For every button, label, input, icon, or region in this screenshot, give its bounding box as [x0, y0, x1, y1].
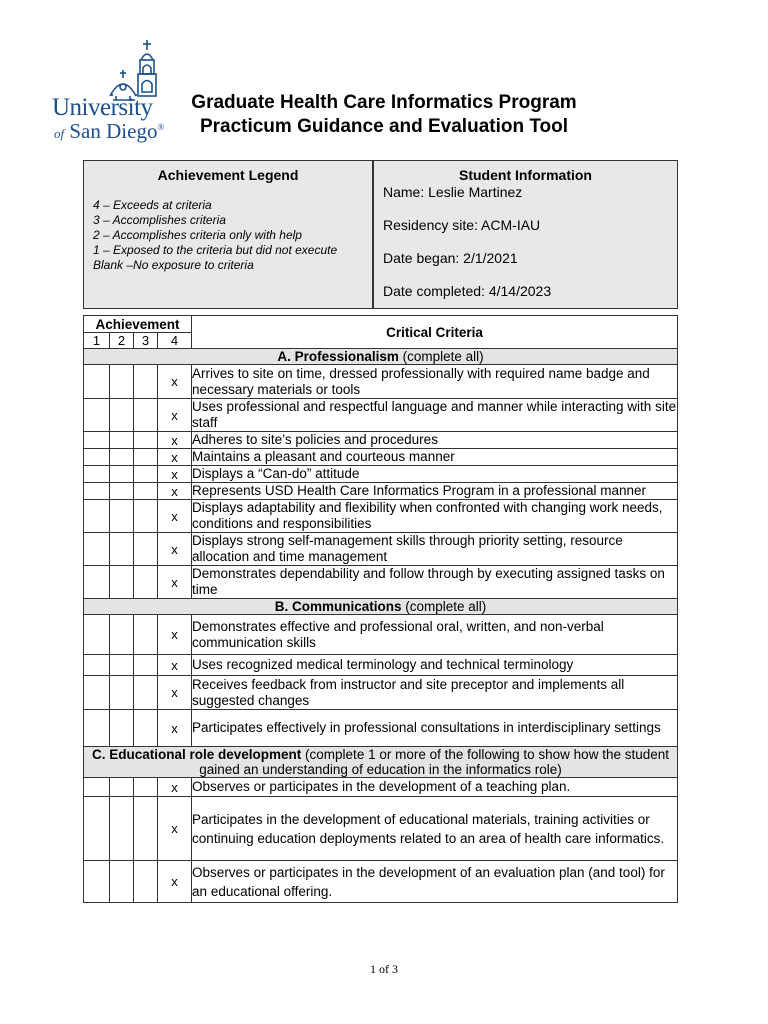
- level-4-header: 4: [158, 333, 192, 349]
- level-4-mark: x: [158, 676, 192, 710]
- table-row: [84, 483, 678, 500]
- criteria-text: Displays a “Can-do” attitude: [192, 466, 678, 483]
- criteria-text: Observes or participates in the development of an evaluation plan (and tool) for an educational offering.: [192, 861, 678, 903]
- table-row: [84, 676, 678, 710]
- level-4-mark: x: [158, 615, 192, 655]
- table-row: [84, 797, 678, 861]
- table-row: [84, 466, 678, 483]
- legend-heading: Achievement Legend: [157, 167, 299, 183]
- table-row: [84, 365, 678, 399]
- legend-list: [93, 198, 372, 273]
- logo-registered-mark: ®: [157, 122, 165, 132]
- level-4-mark: x: [158, 500, 192, 533]
- section-a-header: [84, 349, 678, 365]
- level-4-mark: x: [158, 655, 192, 676]
- table-row: [84, 500, 678, 533]
- logo-university-text: University: [52, 94, 153, 121]
- table-row: [84, 778, 678, 797]
- criteria-text: Observes or participates in the development of a teaching plan.: [192, 778, 678, 797]
- level-4-mark: x: [158, 399, 192, 432]
- criteria-text: Participates effectively in professional consultations in interdisciplinary settings: [192, 710, 678, 747]
- logo-of-text: of: [54, 126, 65, 141]
- page-subtitle: Practicum Guidance and Evaluation Tool: [199, 116, 569, 137]
- logo-sandiego-word: San Diego: [69, 119, 158, 143]
- table-row: [84, 655, 678, 676]
- level-2-header: 2: [110, 333, 134, 349]
- criteria-text: Demonstrates effective and professional oral, written, and non-verbal communication skills: [192, 615, 678, 655]
- student-information-box: [373, 160, 678, 309]
- legend-item: 2 – Accomplishes criteria only with help: [93, 228, 302, 242]
- criteria-text: Participates in the development of educational materials, training activities or continuing education deployments related to an area of health care informatics.: [192, 797, 678, 861]
- section-b-title: B. Communications: [274, 599, 402, 614]
- criteria-text: Maintains a pleasant and courteous manner: [192, 449, 678, 466]
- residency-site: Residency site: ACM-IAU: [383, 217, 541, 233]
- level-1-header: 1: [84, 333, 110, 349]
- table-header-row: [84, 316, 678, 333]
- level-4-mark: x: [158, 797, 192, 861]
- section-b-note: (complete all): [401, 599, 487, 614]
- table-row: [84, 566, 678, 599]
- level-4-mark: x: [158, 466, 192, 483]
- table-row: [84, 399, 678, 432]
- critical-criteria-header: Critical Criteria: [192, 316, 678, 349]
- criteria-text: Receives feedback from instructor and site preceptor and implements all suggested changes: [192, 676, 678, 710]
- criteria-text: Arrives to site on time, dressed professionally with required name badge and necessary materials or tools: [192, 365, 678, 399]
- level-3-header: 3: [134, 333, 158, 349]
- page-title: Graduate Health Care Informatics Program: [191, 92, 577, 113]
- criteria-text: Uses professional and respectful language and manner while interacting with site staff: [192, 399, 677, 430]
- legend-item: 3 – Accomplishes criteria: [93, 213, 226, 227]
- legend-item: Blank –No exposure to criteria: [93, 258, 254, 272]
- student-heading: Student Information: [459, 167, 592, 183]
- table-row: [84, 615, 678, 655]
- logo-san-diego-text: [54, 119, 164, 144]
- criteria-text: Demonstrates dependability and follow through by executing assigned tasks on time: [192, 566, 678, 599]
- section-c-header: [84, 747, 678, 778]
- achievement-header: Achievement: [84, 316, 192, 333]
- date-began: Date began: 2/1/2021: [383, 250, 518, 266]
- criteria-text: Adheres to site’s policies and procedures: [192, 432, 678, 449]
- table-row: [84, 432, 678, 449]
- student-name: Name: Leslie Martinez: [383, 184, 523, 200]
- level-4-mark: x: [158, 449, 192, 466]
- level-4-mark: x: [158, 483, 192, 500]
- criteria-text: Uses recognized medical terminology and technical terminology: [192, 655, 678, 676]
- criteria-text: Displays adaptability and flexibility when confronted with changing work needs, conditions and responsibilities: [192, 500, 678, 533]
- level-4-mark: x: [158, 566, 192, 599]
- level-4-mark: x: [158, 778, 192, 797]
- section-c-title: C. Educational role development: [92, 747, 302, 762]
- section-b-header: [84, 599, 678, 615]
- legend-item: 1 – Exposed to the criteria but did not execute: [93, 243, 338, 257]
- table-row: [84, 449, 678, 466]
- achievement-legend-box: [83, 160, 373, 309]
- level-4-mark: x: [158, 432, 192, 449]
- table-row: [84, 533, 678, 566]
- table-row: [84, 861, 678, 903]
- student-details: [383, 184, 677, 316]
- date-completed: Date completed: 4/14/2023: [383, 283, 552, 299]
- section-a-note: (complete all): [398, 349, 484, 364]
- criteria-text: Represents USD Health Care Informatics Program in a professional manner: [192, 483, 678, 500]
- legend-item: 4 – Exceeds at criteria: [93, 198, 212, 212]
- level-4-mark: x: [158, 365, 192, 399]
- page-number: 1 of 3: [370, 962, 398, 976]
- criteria-table: [83, 315, 678, 903]
- section-a-title: A. Professionalism: [277, 349, 399, 364]
- criteria-text: Displays strong self-management skills through priority setting, resource allocation and time management: [192, 533, 678, 566]
- level-4-mark: x: [158, 710, 192, 747]
- section-c-note: (complete 1 or more of the following to show how the student gained an understanding of education in the informatics role): [199, 747, 669, 777]
- level-4-mark: x: [158, 533, 192, 566]
- table-row: [84, 710, 678, 747]
- level-4-mark: x: [158, 861, 192, 903]
